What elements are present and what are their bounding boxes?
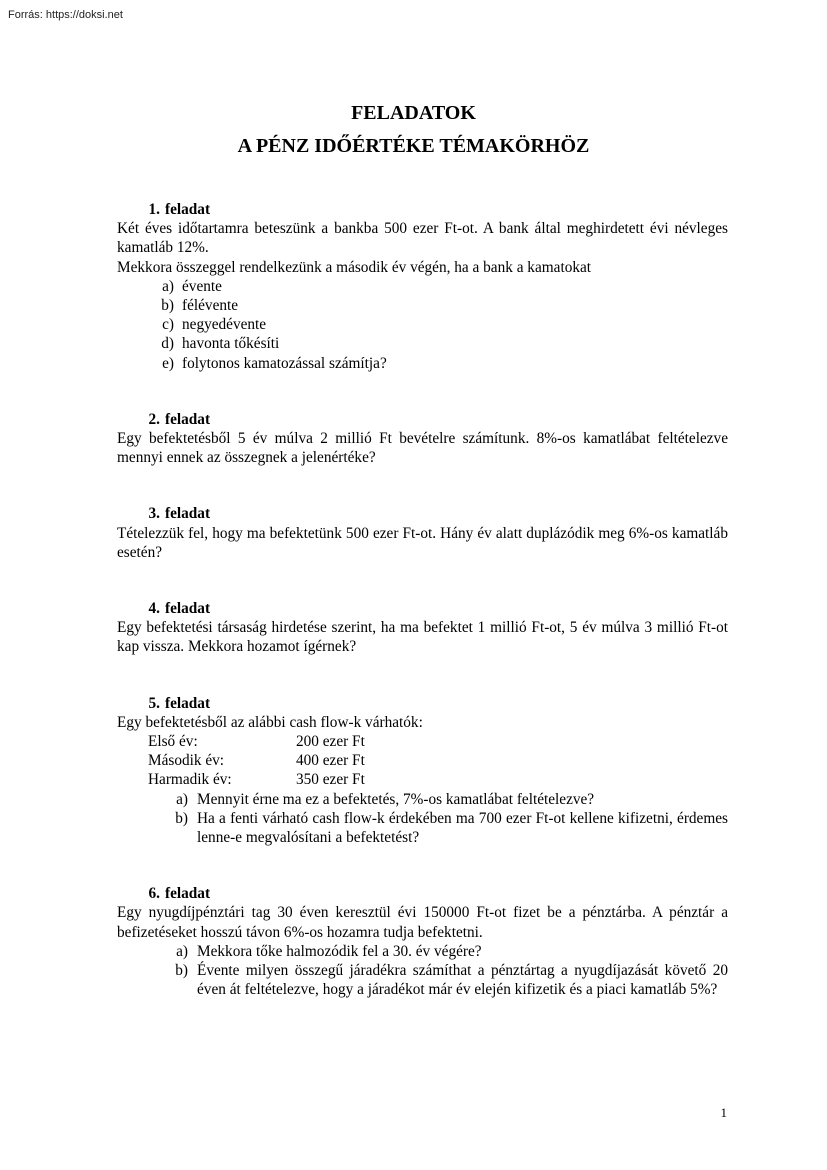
task-label: feladat	[165, 410, 211, 428]
task-text: Egy befektetési társaság hirdetése szerint, ha ma befektet 1 millió Ft-ot, 5 év múlva 3 millió Ft-ot kap vissza. Mekkora hozamot ígérnek?	[117, 619, 728, 656]
cash-flow-row	[117, 732, 728, 751]
source-note: Forrás: https://doksi.net	[8, 9, 123, 21]
task-1	[117, 200, 728, 373]
task-label: feladat	[165, 694, 211, 712]
option-marker: c)	[162, 316, 174, 334]
task-text: Tételezzük fel, hogy ma befektetünk 500 ezer Ft-ot. Hány év alatt duplázódik meg 6%-os kamatláb esetén?	[117, 524, 728, 561]
option-text: negyedévente	[182, 316, 267, 334]
task-label: feladat	[165, 600, 211, 617]
option-text: félévente	[182, 297, 239, 314]
cash-flow-year: Harmadik év:	[148, 771, 232, 789]
option-text: Mekkora tőke halmozódik fel a 30. év végére?	[197, 942, 482, 960]
task-number: 6.	[148, 885, 160, 903]
task-number: 5.	[148, 694, 160, 712]
option-list	[117, 277, 728, 373]
cash-flow-amount: 350 ezer Ft	[296, 771, 365, 789]
task-3	[117, 504, 728, 562]
cash-flow-row	[117, 770, 728, 789]
option-item	[117, 942, 728, 961]
option-item	[117, 334, 728, 353]
option-marker: e)	[162, 354, 174, 372]
task-heading	[117, 200, 728, 219]
option-list	[117, 790, 728, 848]
task-text: Egy nyugdíjpénztári tag 30 éven keresztül évi 150000 Ft-ot fizet be a pénztárba. A pénztár a befizetéseket hosszú távon 6%-os hozamra tudja befektetni.	[117, 904, 728, 941]
task-text: Egy befektetésből az alábbi cash flow-k várhatók:	[117, 713, 423, 731]
task-text: Egy befektetésből 5 év múlva 2 millió Ft bevételre számítunk. 8%-os kamatlábat feltételezve mennyi ennek az összegnek a jelenértéke?	[117, 430, 728, 467]
task-number: 2.	[148, 410, 160, 428]
document-title: FELADATOK	[351, 102, 476, 124]
task-heading	[117, 884, 728, 903]
cash-flow-year: Első év:	[148, 732, 198, 750]
task-heading	[117, 599, 728, 618]
option-text: folytonos kamatozással számítja?	[182, 354, 387, 372]
task-heading	[117, 410, 728, 429]
cash-flow-amount: 400 ezer Ft	[296, 752, 365, 770]
option-item	[117, 790, 728, 809]
option-item	[117, 354, 728, 373]
task-5	[117, 694, 728, 848]
option-text: évente	[182, 277, 222, 295]
task-2	[117, 410, 728, 468]
option-list	[117, 942, 728, 1000]
option-marker: a)	[176, 790, 188, 808]
option-text: Mennyit érne ma ez a befektetés, 7%-os kamatlábat feltételezve?	[197, 790, 595, 808]
document-subtitle: A PÉNZ IDŐÉRTÉKE TÉMAKÖRHÖZ	[237, 135, 590, 157]
option-marker: b)	[161, 297, 174, 314]
task-6	[117, 884, 728, 999]
option-item	[117, 809, 728, 847]
option-text: havonta tőkésíti	[182, 335, 280, 353]
task-label: feladat	[165, 505, 211, 523]
task-label: feladat	[165, 885, 211, 903]
option-item	[117, 296, 728, 315]
option-item	[117, 961, 728, 999]
task-number: 3.	[148, 505, 160, 523]
cash-flow-row	[117, 751, 728, 770]
option-item	[117, 277, 728, 296]
page-number: 1	[720, 1105, 727, 1120]
option-marker: a)	[176, 942, 188, 960]
task-heading	[117, 504, 728, 523]
task-label: feladat	[165, 201, 211, 218]
task-text: Két éves időtartamra beteszünk a bankba 500 ezer Ft-ot. A bank által meghirdetett évi névleges kamatláb 12%.	[117, 220, 728, 257]
cash-flow-year: Második év:	[148, 752, 225, 770]
option-text: Évente milyen összegű járadékra számíthat a pénztártag a nyugdíjazását követő 20 éven át feltételezve, hogy a járadékot már év elején kifizetik és a piaci kamatláb 5%?	[197, 961, 728, 999]
option-marker: a)	[162, 277, 174, 295]
task-heading	[117, 694, 728, 713]
option-marker: b)	[175, 961, 188, 979]
task-list	[117, 200, 728, 999]
cash-flow-amount: 200 ezer Ft	[296, 732, 365, 750]
option-text: Ha a fenti várható cash flow-k érdekében ma 700 ezer Ft-ot kellene kifizetni, érdemes lenne-e megvalósítani a befektetést?	[197, 809, 728, 846]
option-marker: b)	[175, 809, 188, 827]
task-number: 1.	[148, 201, 160, 218]
cash-flow-table	[117, 732, 728, 790]
option-marker: d)	[161, 335, 174, 353]
task-text: Mekkora összeggel rendelkezünk a második év végén, ha a bank a kamatokat	[117, 258, 592, 276]
task-number: 4.	[148, 600, 160, 617]
task-4	[117, 599, 728, 657]
option-item	[117, 315, 728, 334]
